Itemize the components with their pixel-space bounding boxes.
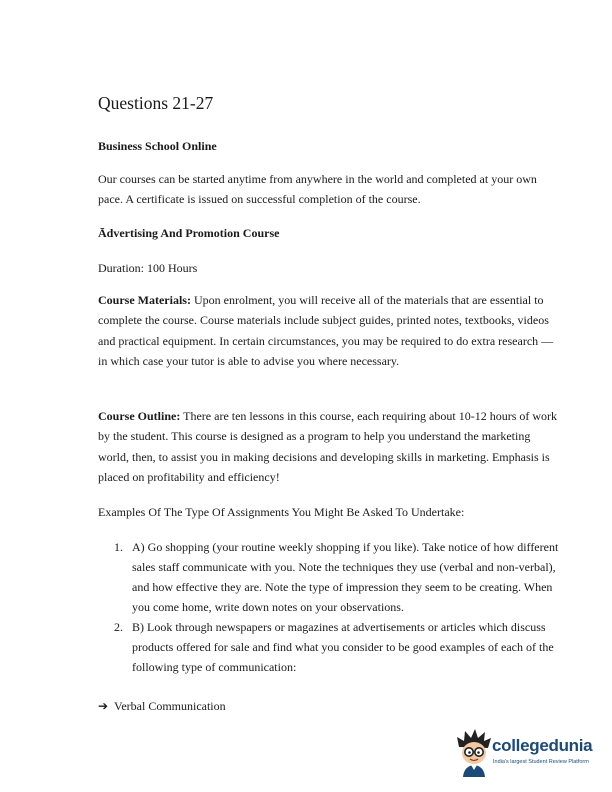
course-materials-paragraph [98, 290, 560, 371]
sub-list-item-text: Verbal Communication [114, 699, 226, 713]
list-item [98, 617, 568, 677]
list-item-text: A) Go shopping (your routine weekly shopping if you like). Take notice of how different sales staff communicate with you. Note the techniques they use (verbal and non-verbal), and how effective they are. Note the type of impression they seem to be creating. When you come home, write down notes on your observations. [132, 540, 559, 614]
list-item-text: B) Look through newspapers or magazines at advertisements or articles which discuss products offered for sale and find what you consider to be good examples of each of the following type of communication: [132, 620, 554, 674]
course-title: Ādvertising And Promotion Course [98, 226, 280, 240]
list-item-number: 1. [114, 540, 123, 554]
logo-brand-text: collegedunia [492, 736, 593, 755]
logo-tagline: India's largest Student Review Platform [493, 759, 589, 765]
assignment-list [98, 537, 568, 677]
course-outline-paragraph [98, 406, 560, 487]
mascot-icon [455, 729, 493, 777]
duration-text: Duration: 100 Hours [98, 261, 198, 275]
examples-intro: Examples Of The Type Of Assignments You Might Be Asked To Undertake: [98, 505, 465, 519]
course-outline-label: Course Outline: [98, 409, 181, 423]
sub-list-item [98, 699, 226, 714]
list-item-number: 2. [114, 620, 123, 634]
collegedunia-logo [455, 729, 605, 779]
course-outline-text: There are ten lessons in this course, each requiring about 10-12 hours of work by the student. This course is designed as a program to help you understand the marketing world, then, to assist you in making decisions and developing skills in marketing. Emphasis is placed on profitability and efficiency! [98, 409, 558, 484]
questions-heading: Questions 21-27 [98, 93, 214, 113]
section-title: Business School Online [98, 139, 217, 153]
list-item [98, 537, 568, 617]
course-materials-label: Course Materials: [98, 293, 191, 307]
intro-paragraph: Our courses can be started anytime from anywhere in the world and completed at your own pace. A certificate is issued on successful completion of the course. [98, 172, 537, 207]
arrow-icon: ➔ [98, 699, 109, 713]
course-materials-text: Upon enrolment, you will receive all of the materials that are essential to complete the course. Course materials include subject guides, printed notes, textbooks, videos and practical equipment. In certain circumstances, you may be required to do extra research — in which case your tutor is able to advise you where necessary. [98, 293, 554, 368]
